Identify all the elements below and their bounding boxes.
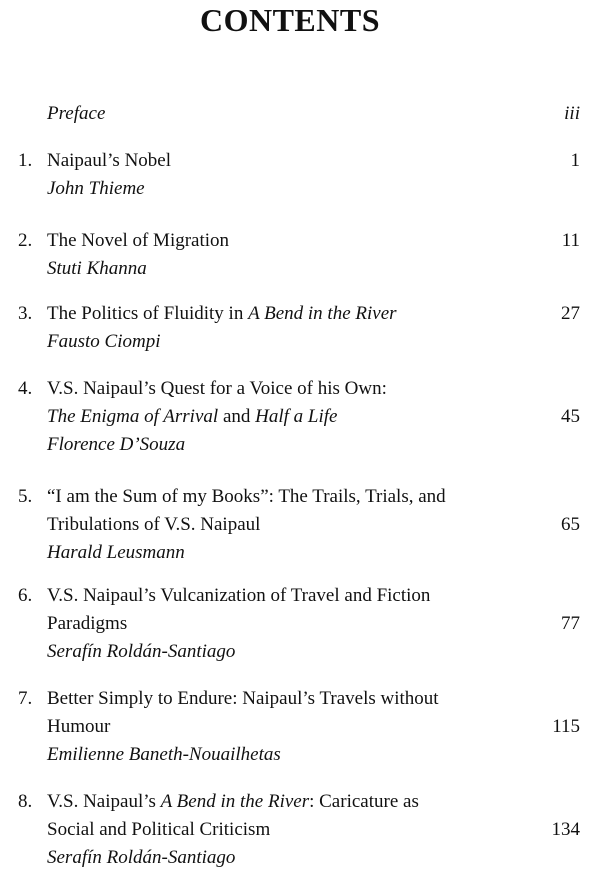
chapter-number: 4. [18, 378, 33, 399]
chapter-number: 8. [18, 791, 33, 812]
title-text: Tribulations of V.S. Naipaul [47, 514, 261, 535]
book-title: Half a Life [255, 406, 338, 427]
title-text: Better Simply to Endure: Naipaul’s Travels without [47, 688, 439, 709]
chapter-title-line [47, 483, 510, 511]
chapter-number: 1. [18, 150, 33, 171]
page-number: 11 [561, 230, 580, 251]
chapter-number: 7. [18, 688, 33, 709]
chapter-number: 3. [18, 303, 33, 324]
chapter-title-line [47, 582, 510, 610]
chapter-author: Florence D’Souza [47, 434, 186, 455]
title-text: Paradigms [47, 613, 128, 634]
toc-entry [0, 582, 580, 666]
chapter-title-line [47, 147, 510, 175]
page-number: 1 [570, 150, 580, 171]
page-number: 27 [561, 303, 580, 324]
title-text: Humour [47, 716, 111, 737]
book-title: A Bend in the River [248, 303, 397, 324]
chapter-number: 6. [18, 585, 33, 606]
chapter-title-line [47, 375, 510, 403]
chapter-title-line [47, 403, 510, 431]
chapter-number: 5. [18, 486, 33, 507]
chapter-title-line [47, 713, 510, 741]
title-text: The Politics of Fluidity in [47, 303, 249, 324]
book-title: A Bend in the River [160, 791, 310, 812]
chapter-title-line [47, 511, 510, 539]
chapter-author: Serafín Roldán-Santiago [47, 641, 236, 662]
chapter-number: 2. [18, 230, 33, 251]
toc-entry [0, 685, 580, 769]
toc-entry [0, 788, 580, 872]
chapter-title-line [47, 685, 510, 713]
chapter-title-line [47, 816, 510, 844]
title-text: V.S. Naipaul’s Quest for a Voice of his Own: [47, 378, 387, 399]
book-title: The Enigma of Arrival [47, 406, 219, 427]
title-text: and [218, 406, 256, 427]
title-text: : Caricature as [309, 791, 419, 812]
toc-entry [0, 227, 580, 283]
chapter-author: John Thieme [47, 178, 145, 199]
page-number: 65 [561, 514, 580, 535]
chapter-title-line [47, 300, 510, 328]
title-text: “I am the Sum of my Books”: The Trails, Trials, and [47, 486, 446, 507]
preface-page-number: iii [564, 103, 580, 124]
page-number: 77 [561, 613, 580, 634]
preface-label: Preface [47, 103, 106, 124]
chapter-author: Fausto Ciompi [47, 331, 161, 352]
chapter-title-line [47, 610, 510, 638]
chapter-author: Stuti Khanna [47, 258, 147, 279]
page-title: CONTENTS [199, 2, 381, 38]
chapter-author: Serafín Roldán-Santiago [47, 847, 236, 868]
chapter-title-line [47, 227, 510, 255]
page-number: 45 [561, 406, 580, 427]
title-text: Naipaul’s Nobel [47, 150, 172, 171]
page-number: 115 [552, 716, 580, 737]
chapter-author: Harald Leusmann [47, 542, 185, 563]
toc-entry [0, 483, 580, 567]
toc-entry [0, 375, 580, 459]
chapter-author: Emilienne Baneth-Nouailhetas [47, 744, 281, 765]
title-text: V.S. Naipaul’s Vulcanization of Travel and Fiction [47, 585, 431, 606]
page-number: 134 [551, 819, 580, 840]
toc-entry [0, 300, 580, 356]
toc-entry [0, 147, 580, 203]
title-text: The Novel of Migration [47, 230, 230, 251]
title-text: V.S. Naipaul’s [47, 791, 161, 812]
chapter-title-line [47, 788, 510, 816]
title-text: Social and Political Criticism [47, 819, 271, 840]
preface-entry [47, 103, 580, 125]
